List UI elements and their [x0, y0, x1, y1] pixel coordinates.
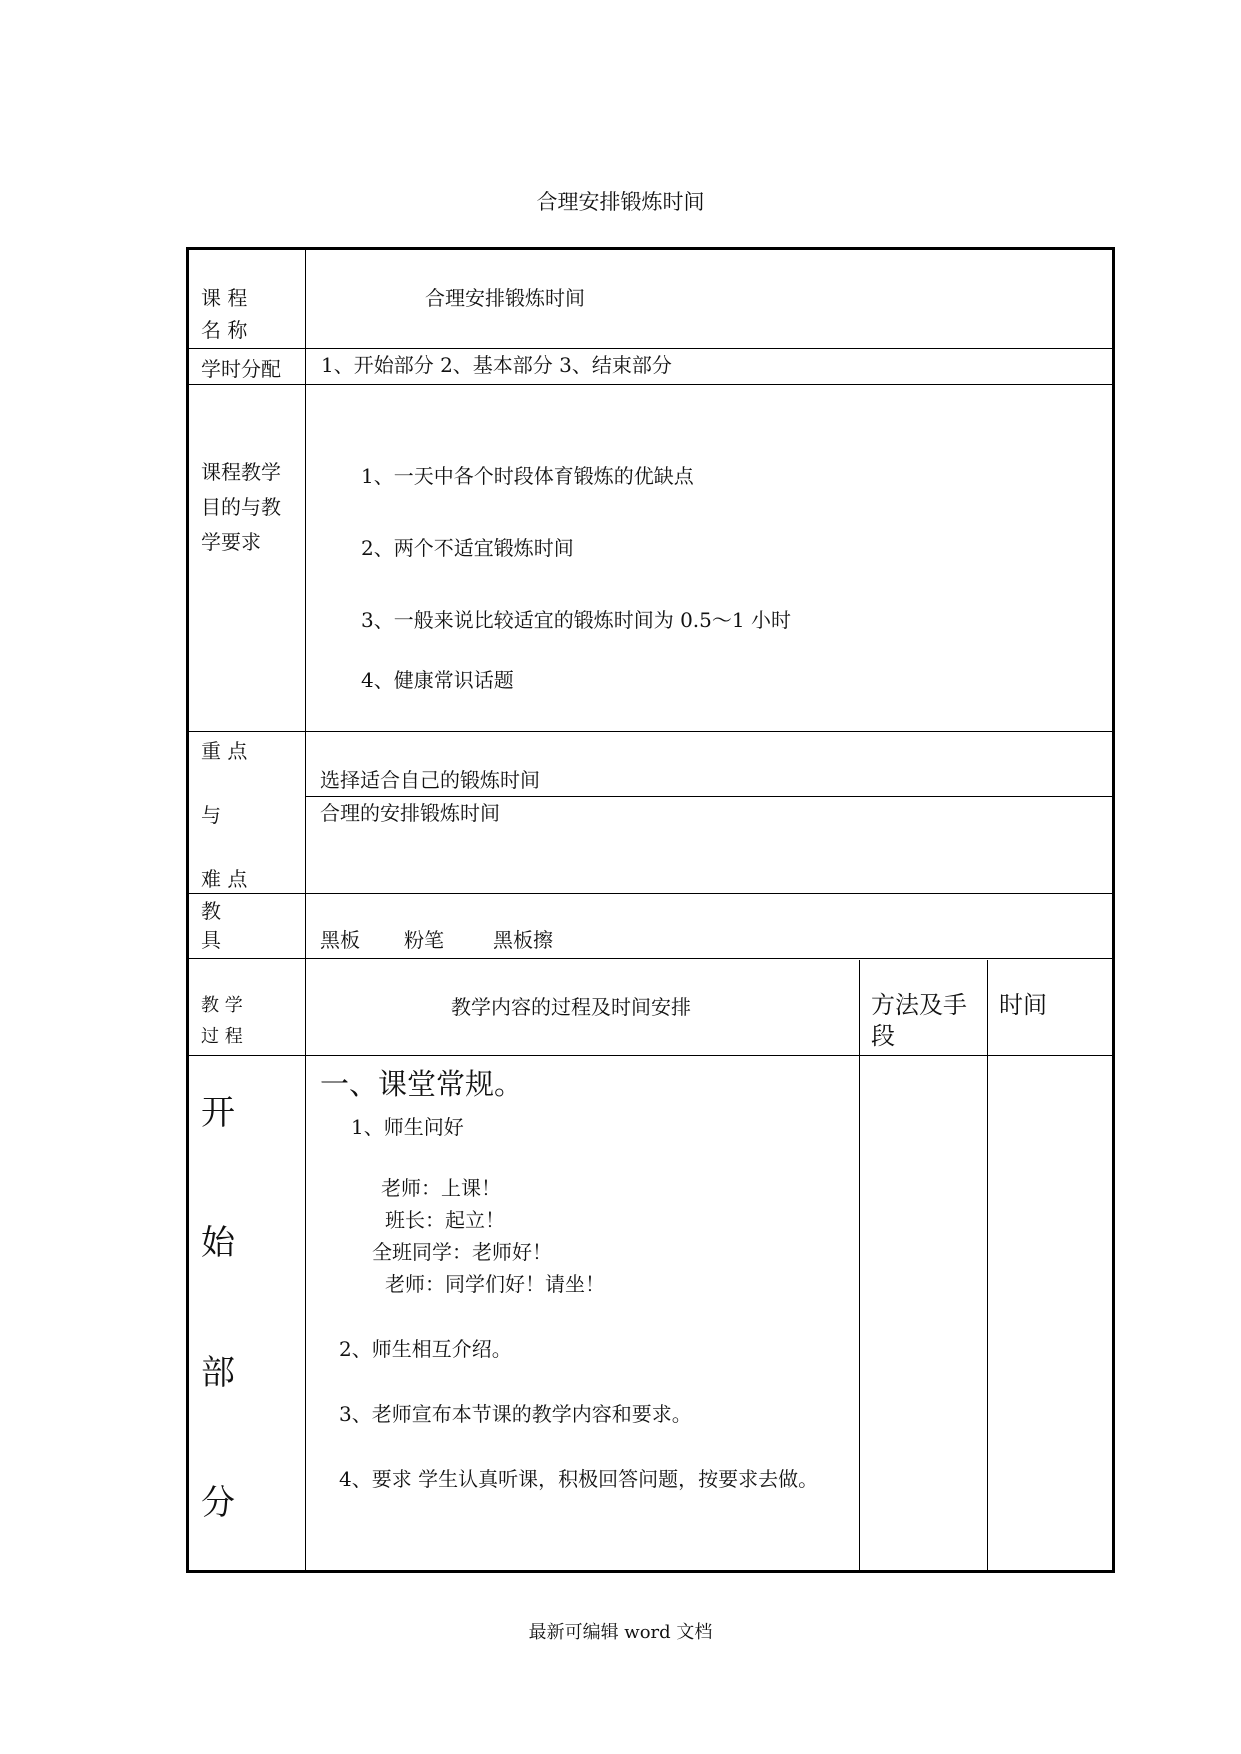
column-divider-time [987, 960, 988, 1570]
dialogue-line: 老师：同学们好！请坐！ [385, 1272, 605, 1296]
time-header: 时间 [999, 991, 1047, 1019]
course-name-label-line1: 课 程 [201, 286, 248, 310]
tools-label-line1: 教 [201, 899, 221, 923]
column-divider-label [305, 250, 306, 1570]
row-divider [189, 958, 1112, 959]
key-points-label-line2: 与 [201, 803, 221, 827]
method-header-line2: 段 [871, 1022, 895, 1050]
process-content-header: 教学内容的过程及时间安排 [451, 995, 691, 1019]
page-title: 合理安排锻炼时间 [536, 190, 705, 214]
objective-item: 1、一天中各个时段体育锻炼的优缺点 [361, 464, 694, 488]
lesson-plan-table [186, 247, 1115, 1573]
objective-item: 2、两个不适宜锻炼时间 [361, 536, 574, 560]
objectives-label-line3: 学要求 [201, 530, 261, 554]
key-point-value: 选择适合自己的锻炼时间 [320, 768, 540, 792]
dialogue-line: 全班同学：老师好！ [372, 1240, 552, 1264]
row-divider [189, 348, 1112, 349]
row-divider [189, 384, 1112, 385]
process-label-line1: 教 学 [201, 995, 243, 1016]
difficulty-value: 合理的安排锻炼时间 [320, 801, 500, 825]
section-label-char: 开 [201, 1093, 235, 1133]
objectives-label-line2: 目的与教 [201, 495, 281, 519]
tool-item: 黑板擦 [493, 928, 553, 952]
dialogue-line: 老师：上课！ [381, 1176, 501, 1200]
section-heading: 一、课堂常规。 [320, 1067, 524, 1101]
method-header-line1: 方法及手 [871, 991, 967, 1019]
row-divider [189, 893, 1112, 894]
footer-note: 最新可编辑 word 文档 [528, 1622, 713, 1643]
objectives-label-line1: 课程教学 [201, 460, 281, 484]
tools-label-line2: 具 [201, 928, 221, 952]
row-divider [189, 731, 1112, 732]
tool-item: 粉笔 [404, 928, 444, 952]
section-label-char: 始 [201, 1223, 235, 1263]
dialogue-line: 班长：起立！ [385, 1208, 505, 1232]
process-item: 4、要求 学生认真听课，积极回答问题，按要求去做。 [339, 1467, 819, 1491]
objective-item: 4、健康常识话题 [361, 668, 514, 692]
column-divider-method [859, 960, 860, 1570]
key-points-label-line3: 难 点 [201, 867, 248, 891]
process-label-line2: 过 程 [201, 1026, 243, 1047]
hours-label: 学时分配 [201, 357, 281, 381]
course-name-value: 合理安排锻炼时间 [425, 286, 585, 310]
process-item: 1、师生问好 [351, 1115, 464, 1139]
objective-item: 3、一般来说比较适宜的锻炼时间为 0.5～1 小时 [361, 608, 791, 632]
section-label-char: 分 [201, 1483, 235, 1523]
process-item: 2、师生相互介绍。 [339, 1337, 512, 1361]
section-label-char: 部 [201, 1353, 235, 1393]
row-divider [189, 1055, 1112, 1056]
course-name-label-line2: 名 称 [201, 318, 248, 342]
process-item: 3、老师宣布本节课的教学内容和要求。 [339, 1402, 692, 1426]
key-points-label-line1: 重 点 [201, 739, 248, 763]
row-divider [305, 796, 1112, 797]
hours-value: 1、开始部分 2、基本部分 3、结束部分 [321, 353, 672, 377]
tool-item: 黑板 [320, 928, 360, 952]
